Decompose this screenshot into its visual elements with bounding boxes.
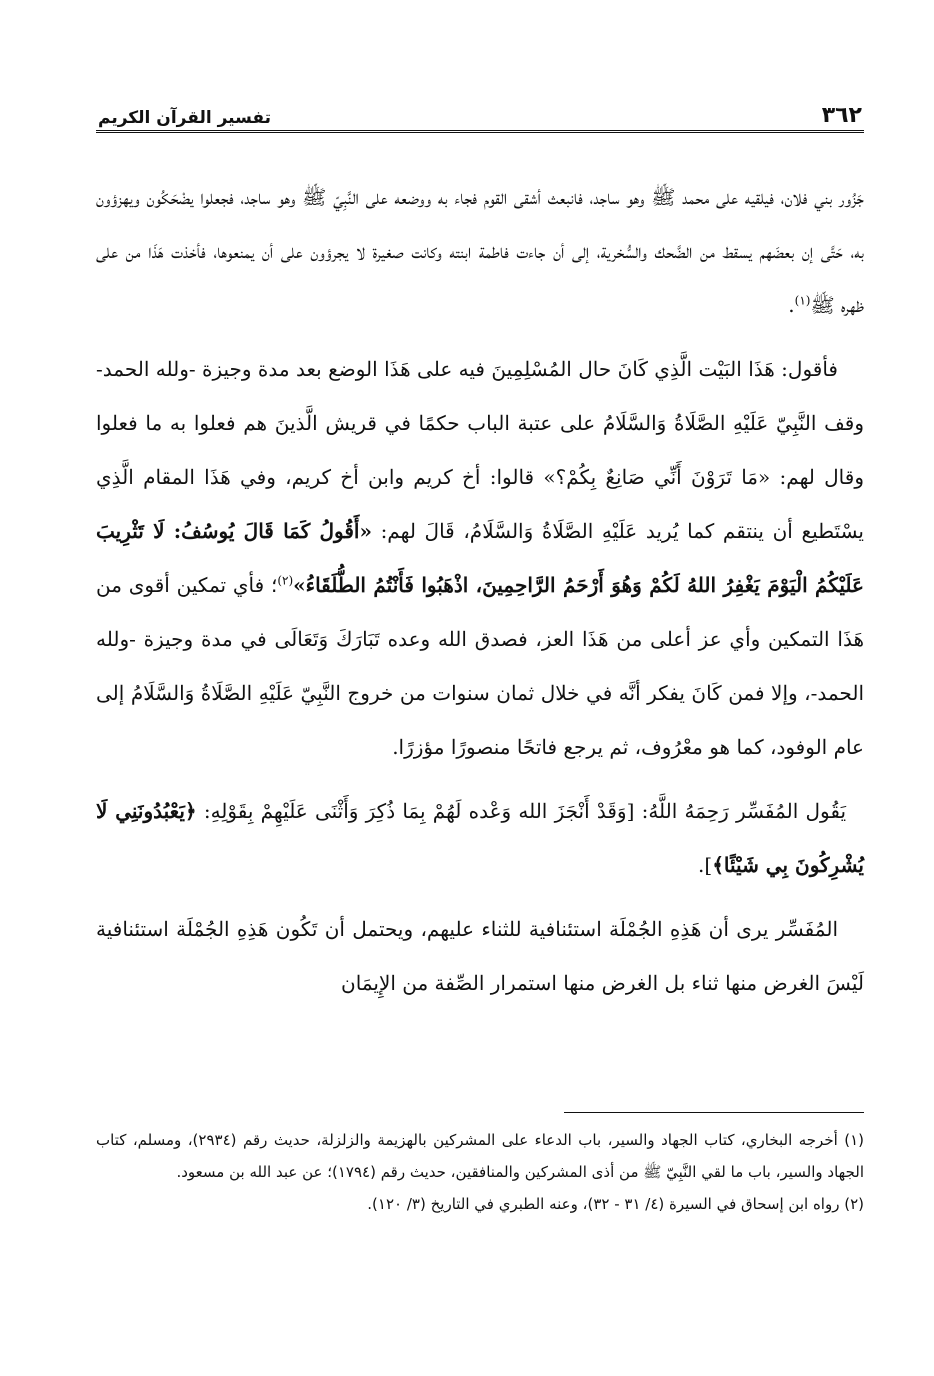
commentary-end: ]. [698,853,713,877]
page-number: ٣٦٢ [821,103,862,128]
paragraph-2 [96,342,864,774]
hadith-quote: «أَقُولُ كَمَا قَالَ يُوسُفُ: لَا تَثْرِيبَ عَلَيْكُمُ الْيَوْمَ يَغْفِرُ اللهُ لَكُمْ وَهُوَ أَرْحَمُ الرَّاحِمِينَ، اذْهَبُوا فَأَنْتُمُ الطُّلَقَاءُ» [96,519,864,597]
footnote-ref-1[interactable]: (١) [794,293,811,308]
book-page [96,0,864,1376]
quran-ayah: ﴿يَعْبُدُونَنِي لَا يُشْرِكُونَ بِي شَيْئًا﴾ [96,799,864,877]
paragraph-4-text: المُفَسِّر يرى أن هَذِهِ الجُمْلَة استئنافية للثناء عليهم، ويحتمل أن تَكُون هَذِهِ الجُمْلَة استئنافية لَيْسَ الغرض منها ثناء بل الغرض منها استمرار الصِّفة من الإِيمَان [96,917,864,995]
footnote-1: (١) أخرجه البخاري، كتاب الجهاد والسير، باب الدعاء على المشركين بالهزيمة والزلزلة، حديث رقم (٢٩٣٤)، ومسلم، كتاب الجهاد والسير، باب ما لقي النَّبِيّ ﷺ من أذى المشركين والمنافقين، حديث رقم (١٧٩٤)؛ عن عبد الله بن مسعود. [96,1131,864,1181]
paragraph-1-text: جَزُور بني فلان، فيلقيه على محمد ﷺ وهو ساجد، فانبعث أشقى القوم فجاء به ووضعه على النَّبِيّ ﷺ وهو ساجد، فجعلوا يضْحَكُون ويهزؤون به، حَتَّى إن بعضَهم يسقط من الضَّحك والسُّخرية، إلى أن جاءت فاطمة ابنته وكانت صغيرة لا يجرؤون على أن يمنعوها، فأخذت هَذَا من على ظهره ﷺ [96,185,864,317]
running-header [96,92,864,128]
paragraph-3-commentary [96,784,864,892]
footnote-ref-2[interactable]: (٢) [277,573,294,588]
header-divider [96,130,864,133]
commentary-text: يَقُول المُفَسِّر رَحِمَهُ اللَّهُ: [وَقَدْ أَنْجَزَ الله وَعْده لَهُمْ بِمَا ذُكِرَ وَأَثْنَى عَلَيْهِمْ بِقَوْلِهِ: [203,799,847,823]
footnotes [96,1124,864,1220]
paragraph-4 [96,902,864,1010]
footnote-2: (٢) رواه ابن إسحاق في السيرة (٤/ ٣١ - ٣٢)، وعنه الطبري في التاريخ (٣/ ١٢٠). [367,1195,864,1213]
main-text [96,170,864,1020]
footnote-divider [564,1112,864,1113]
book-title: تفسير القرآن الكريم [98,108,272,128]
paragraph-1-end: . [788,293,795,317]
paragraph-2-text-b: ؛ فأي تمكين أقوى من هَذَا التمكين وأي عز أعلى من هَذَا العز، فصدق الله وعده تَبَارَكَ وَتَعَالَى في مدة وجيزة -ولله الحمد-، وإلا فمن كَانَ يفكر أنَّه في خلال ثمان سنوات من خروج النَّبِيّ عَلَيْهِ الصَّلَاةُ وَالسَّلَامُ إلى عام الوفود، كما هو معْرُوف، ثم يرجع فاتحًا منصورًا مؤزرًا. [96,573,864,759]
paragraph-2-text-a: فأقول: هَذَا البَيْت الَّذِي كَانَ حال المُسْلِمِينَ فيه على هَذَا الوضع بعد مدة وجيزة -ولله الحمد- وقف النَّبِيّ عَلَيْهِ الصَّلَاةُ وَالسَّلَامُ على عتبة الباب حكمًا في قريش الَّذينَ هم فعلوا به ما فعلوا وقال لهم: «مَا تَرَوْنَ أَنِّي صَانِعٌ بِكُمْ؟» قالوا: أخ كريم وابن أخ كريم، وفي هَذَا المقام الَّذِي يسْتَطيع أن ينتقم كما يُريد عَلَيْهِ الصَّلَاةُ وَالسَّلَامُ، قَالَ لهم: [96,357,864,543]
paragraph-1 [96,170,864,332]
